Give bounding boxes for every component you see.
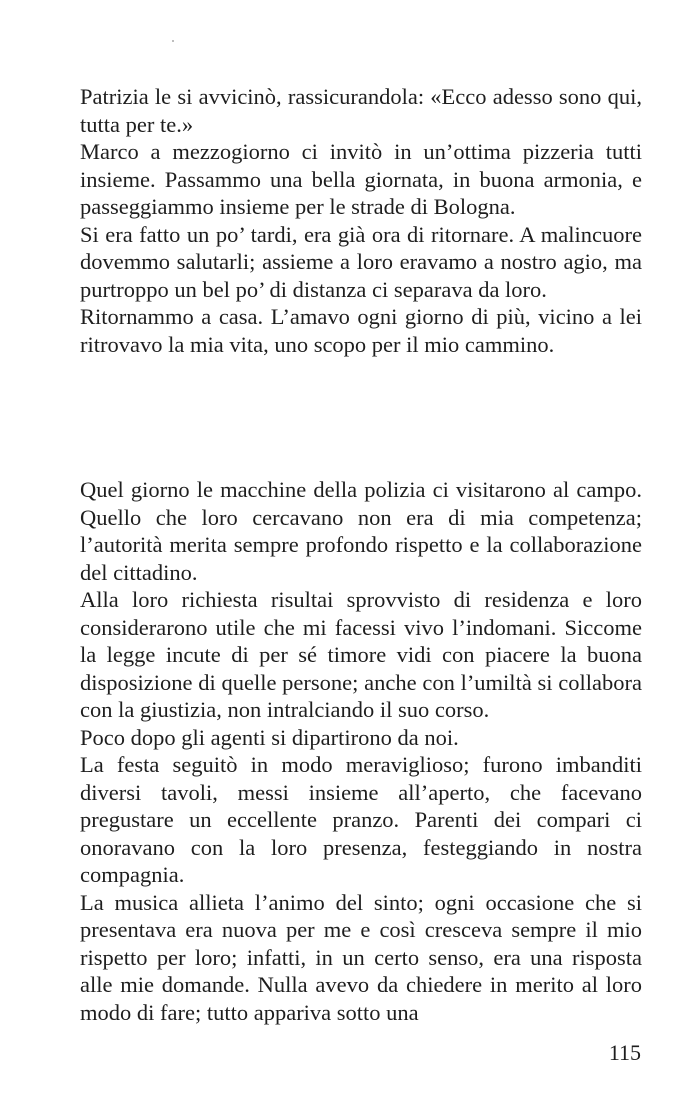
paragraph: Patrizia le si avvicinò, rassicurandola: «Ecco adesso sono qui, tutta per te.» xyxy=(80,84,642,137)
text-section-2 xyxy=(80,476,642,1026)
paragraph: Ritornammo a casa. L’amavo ogni giorno di più, vicino a lei ritrovavo la mia vita, uno scopo per il mio cammino. xyxy=(80,304,642,357)
page-number: 115 xyxy=(608,1040,641,1065)
text-section-1 xyxy=(80,83,642,358)
paragraph: Quel giorno le macchine della polizia ci visitarono al campo. Quello che loro cercavano non era di mia competenza; l’autorità merita sempre profondo rispetto e la collaborazione del cittadino. xyxy=(80,477,642,585)
scan-speck xyxy=(172,40,174,42)
paragraph: Alla loro richiesta risultai sprovvisto di residenza e loro considerarono utile che mi facessi vivo l’indomani. Siccome la legge incute di per sé timore vidi con piacere la buona disposizione di quelle persone; anche con l’umiltà si collabora con la giustizia, non intralciando il suo corso. xyxy=(80,587,642,722)
paragraph: Poco dopo gli agenti si dipartirono da noi. xyxy=(80,724,459,750)
paragraph: Marco a mezzogiorno ci invitò in un’ottima pizzeria tutti insieme. Passammo una bella giornata, in buona armonia, e passeggiammo insieme per le strade di Bologna. xyxy=(80,139,642,219)
paragraph: La musica allieta l’animo del sinto; ogni occasione che si presentava era nuova per me e così cresceva sempre il mio rispetto per loro; infatti, in un certo senso, era una risposta alle mie domande. Nulla avevo da chiedere in merito al loro modo di fare; tutto appariva sotto una xyxy=(80,889,642,1025)
paragraph: Si era fatto un po’ tardi, era già ora di ritornare. A malincuore dovemmo salutarli; assieme a loro eravamo a nostro agio, ma purtroppo un bel po’ di distanza ci separava da loro. xyxy=(80,221,642,302)
paragraph: La festa seguitò in modo meraviglioso; furono imbanditi diversi tavoli, messi insieme all’aperto, che facevano pregustare un eccellente pranzo. Parenti dei compari ci onoravano con la loro presenza, festeggiando in nostra compagnia. xyxy=(80,752,642,887)
